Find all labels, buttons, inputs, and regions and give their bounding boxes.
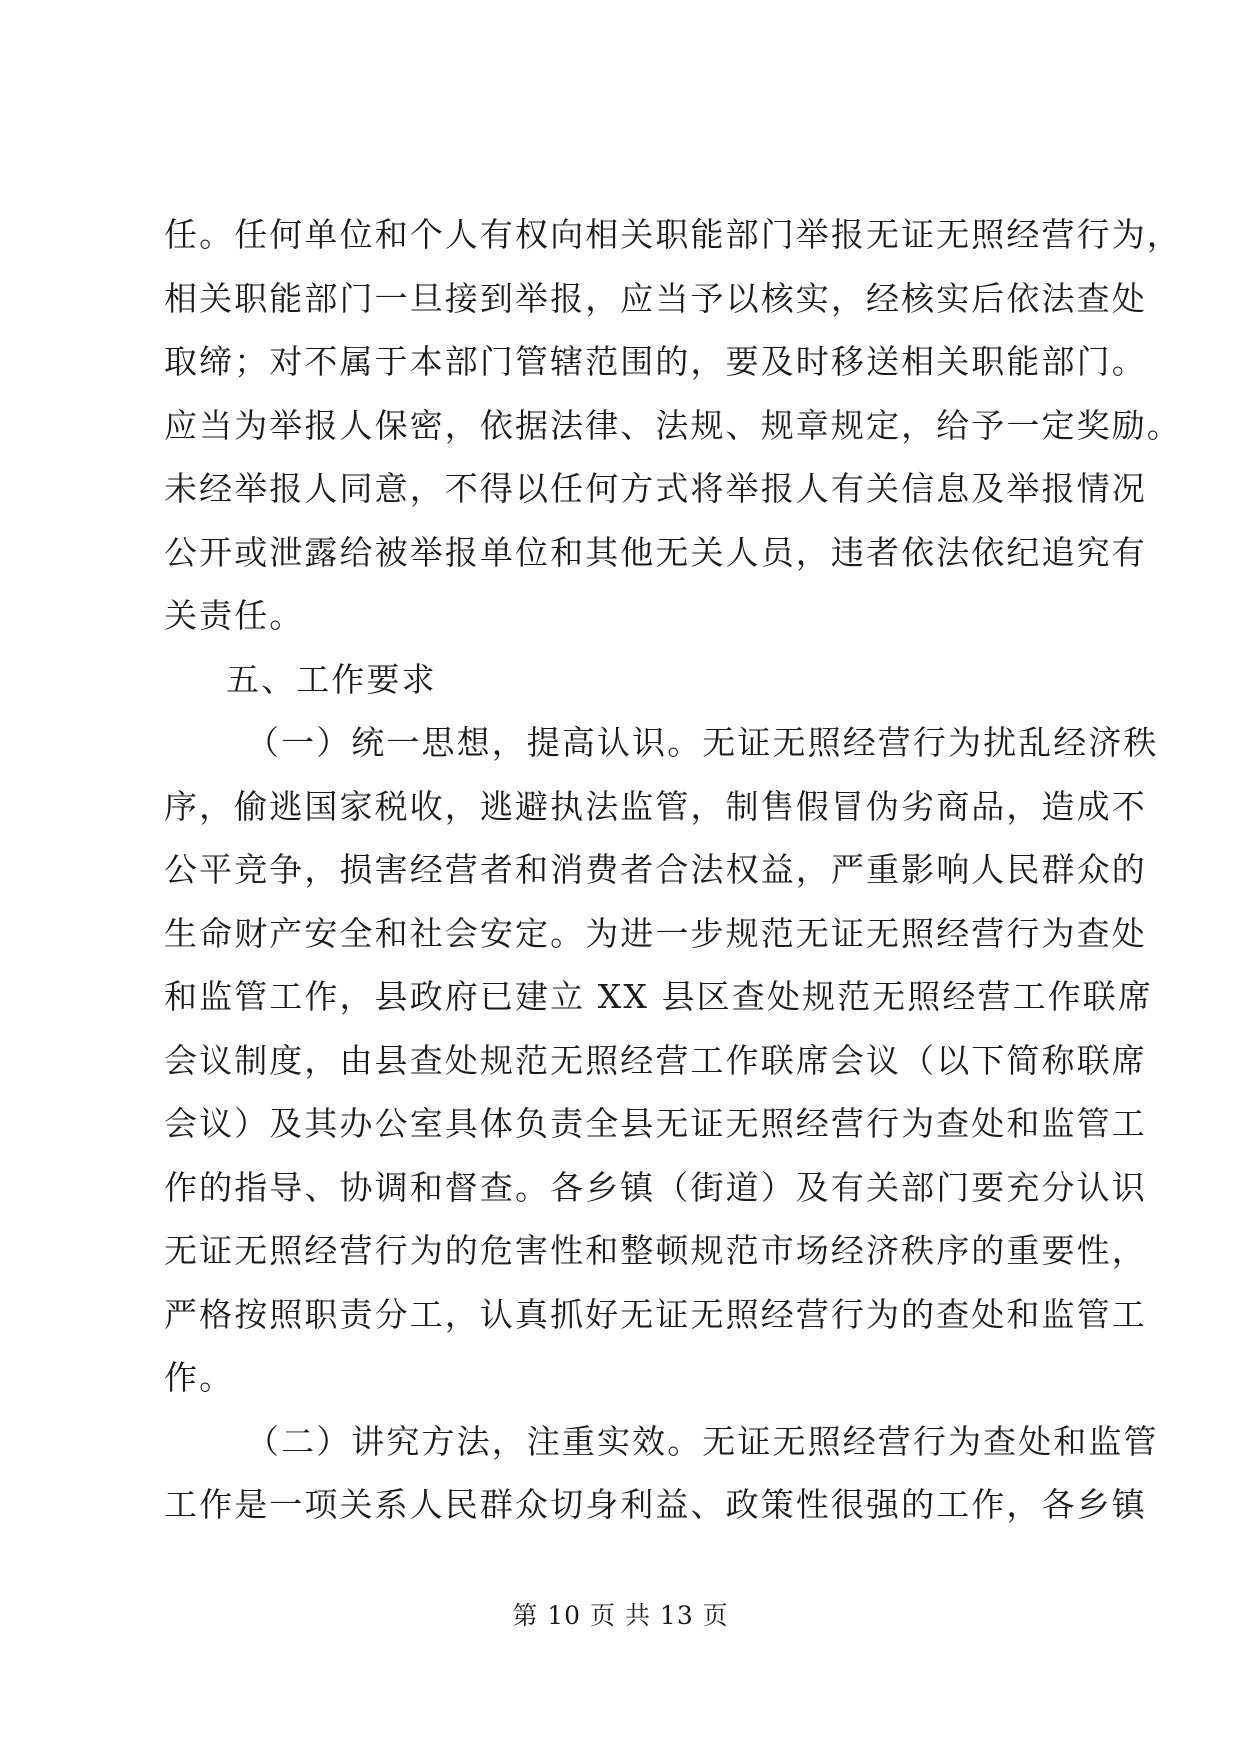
page-number-footer: 第 10 页 共 13 页 bbox=[512, 1601, 729, 1630]
text-line: 会议制度，由县查处规范无照经营工作联席会议（以下简称联席 bbox=[164, 1040, 1147, 1080]
text-line: 公平竞争，损害经营者和消费者合法权益，严重影响人民群众的 bbox=[164, 850, 1147, 889]
text-line: 会议）及其办公室具体负责全县无证无照经营行为查处和监管工 bbox=[164, 1104, 1147, 1143]
subsection-heading: （二）讲究方法，注重实效。无证无照经营行为查处和监管 bbox=[246, 1421, 1159, 1461]
subsection-heading: （一）统一思想，提高认识。无证无照经营行为扰乱经济秩 bbox=[246, 723, 1159, 762]
text-line: 和监管工作，县政府已建立 XX 县区查处规范无照经营工作联席 bbox=[164, 977, 1153, 1016]
text-line: 应当为举报人保密，依据法律、法规、规章规定，给予一定奖励。 bbox=[164, 405, 1182, 445]
text-line: 公开或泄露给被举报单位和其他无关人员，违者依法依纪追究有 bbox=[164, 532, 1147, 572]
text-line: 无证无照经营行为的危害性和整顿规范市场经济秩序的重要性， bbox=[164, 1231, 1147, 1270]
text-line: 生命财产安全和社会安定。为进一步规范无证无照经营行为查处 bbox=[164, 913, 1147, 953]
text-line: 序，偷逃国家税收，逃避执法监管，制售假冒伪劣商品，造成不 bbox=[164, 786, 1147, 826]
section-heading: 五、工作要求 bbox=[226, 659, 437, 699]
body-text bbox=[164, 203, 1182, 1537]
text-line: 关责任。 bbox=[164, 596, 305, 635]
text-line: 未经举报人同意，不得以任何方式将举报人有关信息及举报情况 bbox=[164, 469, 1147, 508]
text-line: 任。任何单位和个人有权向相关职能部门举报无证无照经营行为， bbox=[164, 215, 1182, 254]
text-line: 作的指导、协调和督查。各乡镇（街道）及有关部门要充分认识 bbox=[164, 1167, 1147, 1207]
text-line: 相关职能部门一旦接到举报，应当予以核实，经核实后依法查处 bbox=[164, 278, 1147, 318]
text-line: 严格按照职责分工，认真抓好无证无照经营行为的查处和监管工 bbox=[164, 1294, 1147, 1334]
text-line: 工作是一项关系人民群众切身利益、政策性很强的工作，各乡镇 bbox=[164, 1485, 1147, 1524]
text-line: 取缔；对不属于本部门管辖范围的，要及时移送相关职能部门。 bbox=[164, 342, 1147, 381]
text-line: 作。 bbox=[164, 1358, 235, 1397]
